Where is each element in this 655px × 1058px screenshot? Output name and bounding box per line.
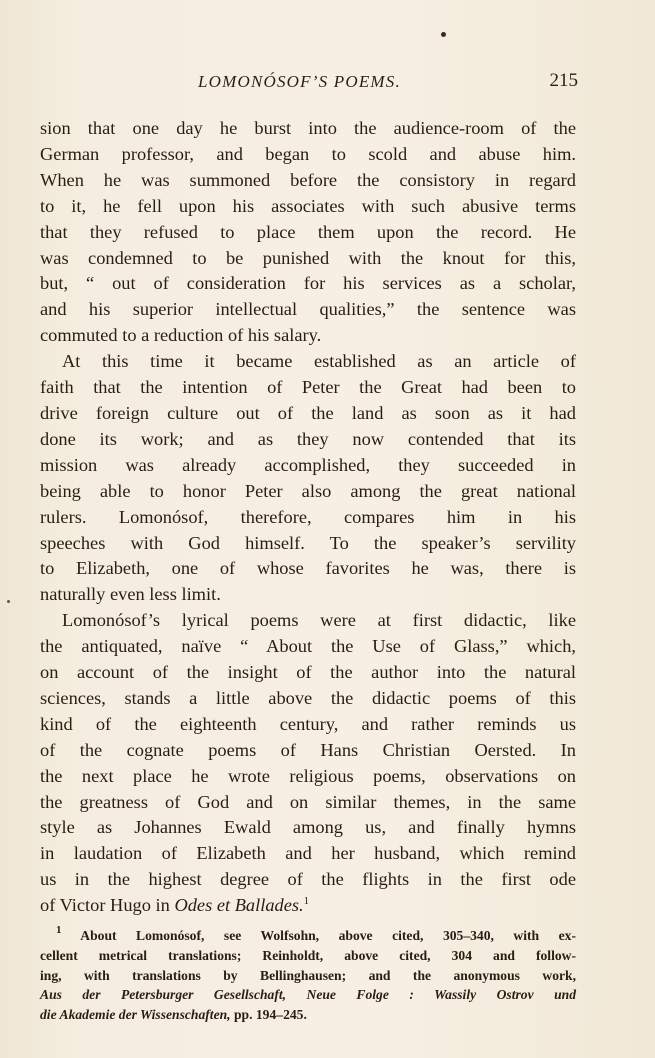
text-line: in laudation of Elizabeth and her husband, which remind [40, 843, 576, 864]
text-line: German professor, and began to scold and abuse him. [40, 143, 576, 164]
text-line: rulers. Lomonósof, therefore, compares him in his [40, 506, 576, 527]
text-line: on account of the insight of the author into the natural [40, 662, 576, 683]
running-title: LOMONÓSOF’S POEMS. [198, 72, 401, 91]
text-line: that they refused to place them upon the record. He [40, 221, 576, 242]
text-line: naturally even less limit. [40, 584, 221, 605]
footnote [40, 926, 576, 1025]
footnote-text: About Lomonósof, see Wolfsohn, above cited, 305–340, with ex- [61, 928, 576, 943]
text-line: to Elizabeth, one of whose favorites he was, there is [40, 558, 576, 579]
footnote-line [40, 926, 576, 946]
text-line: to it, he fell upon his associates with such abusive terms [40, 195, 576, 216]
text-line: kind of the eighteenth century, and rather reminds us [40, 713, 576, 734]
text-line: faith that the intention of Peter the Great had been to [40, 377, 576, 398]
text-line: speeches with God himself. To the speaker’s servility [40, 532, 576, 553]
text-line: At this time it became established as an article of [62, 351, 576, 372]
text-line: was condemned to be punished with the knout for this, [40, 247, 576, 268]
text-line: sion that one day he burst into the audience-room of the [40, 118, 576, 138]
paragraph [40, 608, 576, 919]
footnote-line: cellent metrical translations; Reinholdt, above cited, 304 and follow- [40, 947, 576, 963]
ink-speck [7, 600, 10, 603]
text-line: mission was already accomplished, they succeeded in [40, 454, 576, 475]
text-line: the antiquated, naïve “ About the Use of Glass,” which, [40, 636, 576, 657]
footnote-marker: 1 [56, 924, 62, 936]
text-line: When he was summoned before the consistory in regard [40, 169, 576, 190]
text-line: Lomonósof’s lyrical poems were at first didactic, like [62, 610, 576, 631]
footnote-line [40, 1005, 576, 1025]
paragraph [40, 116, 576, 349]
text-line-final [40, 893, 576, 919]
footnote-text: pp. 194–245. [230, 1007, 307, 1023]
ink-speck [441, 32, 446, 37]
footnote-reference[interactable]: 1 [303, 895, 310, 908]
paragraph [40, 349, 576, 608]
text-line: style as Johannes Ewald among us, and finally hymns [40, 817, 576, 838]
body-text [40, 116, 576, 919]
text-line: commuted to a reduction of his salary. [40, 325, 322, 346]
running-head [40, 68, 578, 94]
text-line: the greatness of God and on similar themes, in the same [40, 791, 576, 812]
book-title: Odes et Ballades. [174, 895, 304, 916]
footnote-work-title: die Akademie der Wissenschaften, [40, 1007, 231, 1023]
text-fragment: of Victor Hugo in [40, 895, 175, 916]
text-line: sciences, stands a little above the didactic poems of this [40, 687, 576, 708]
footnote-line: ing, with translations by Bellinghausen; and the anonymous work, [40, 967, 576, 983]
text-line: but, “ out of consideration for his services as a scholar, [40, 273, 576, 294]
text-line: being able to honor Peter also among the great national [40, 480, 576, 501]
text-line: and his superior intellectual qualities,” the sentence was [40, 299, 576, 320]
page-number: 215 [549, 70, 578, 91]
text-line: of the cognate poems of Hans Christian Oersted. In [40, 739, 576, 760]
text-line: us in the highest degree of the flights in the first ode [40, 869, 576, 890]
text-line: the next place he wrote religious poems, observations on [40, 765, 576, 786]
text-line: drive foreign culture out of the land as soon as it had [40, 402, 576, 423]
text-line: done its work; and as they now contended that its [40, 428, 576, 449]
footnote-line: Aus der Petersburger Gesellschaft, Neue Folge : Wassily Ostrov und [40, 987, 576, 1003]
